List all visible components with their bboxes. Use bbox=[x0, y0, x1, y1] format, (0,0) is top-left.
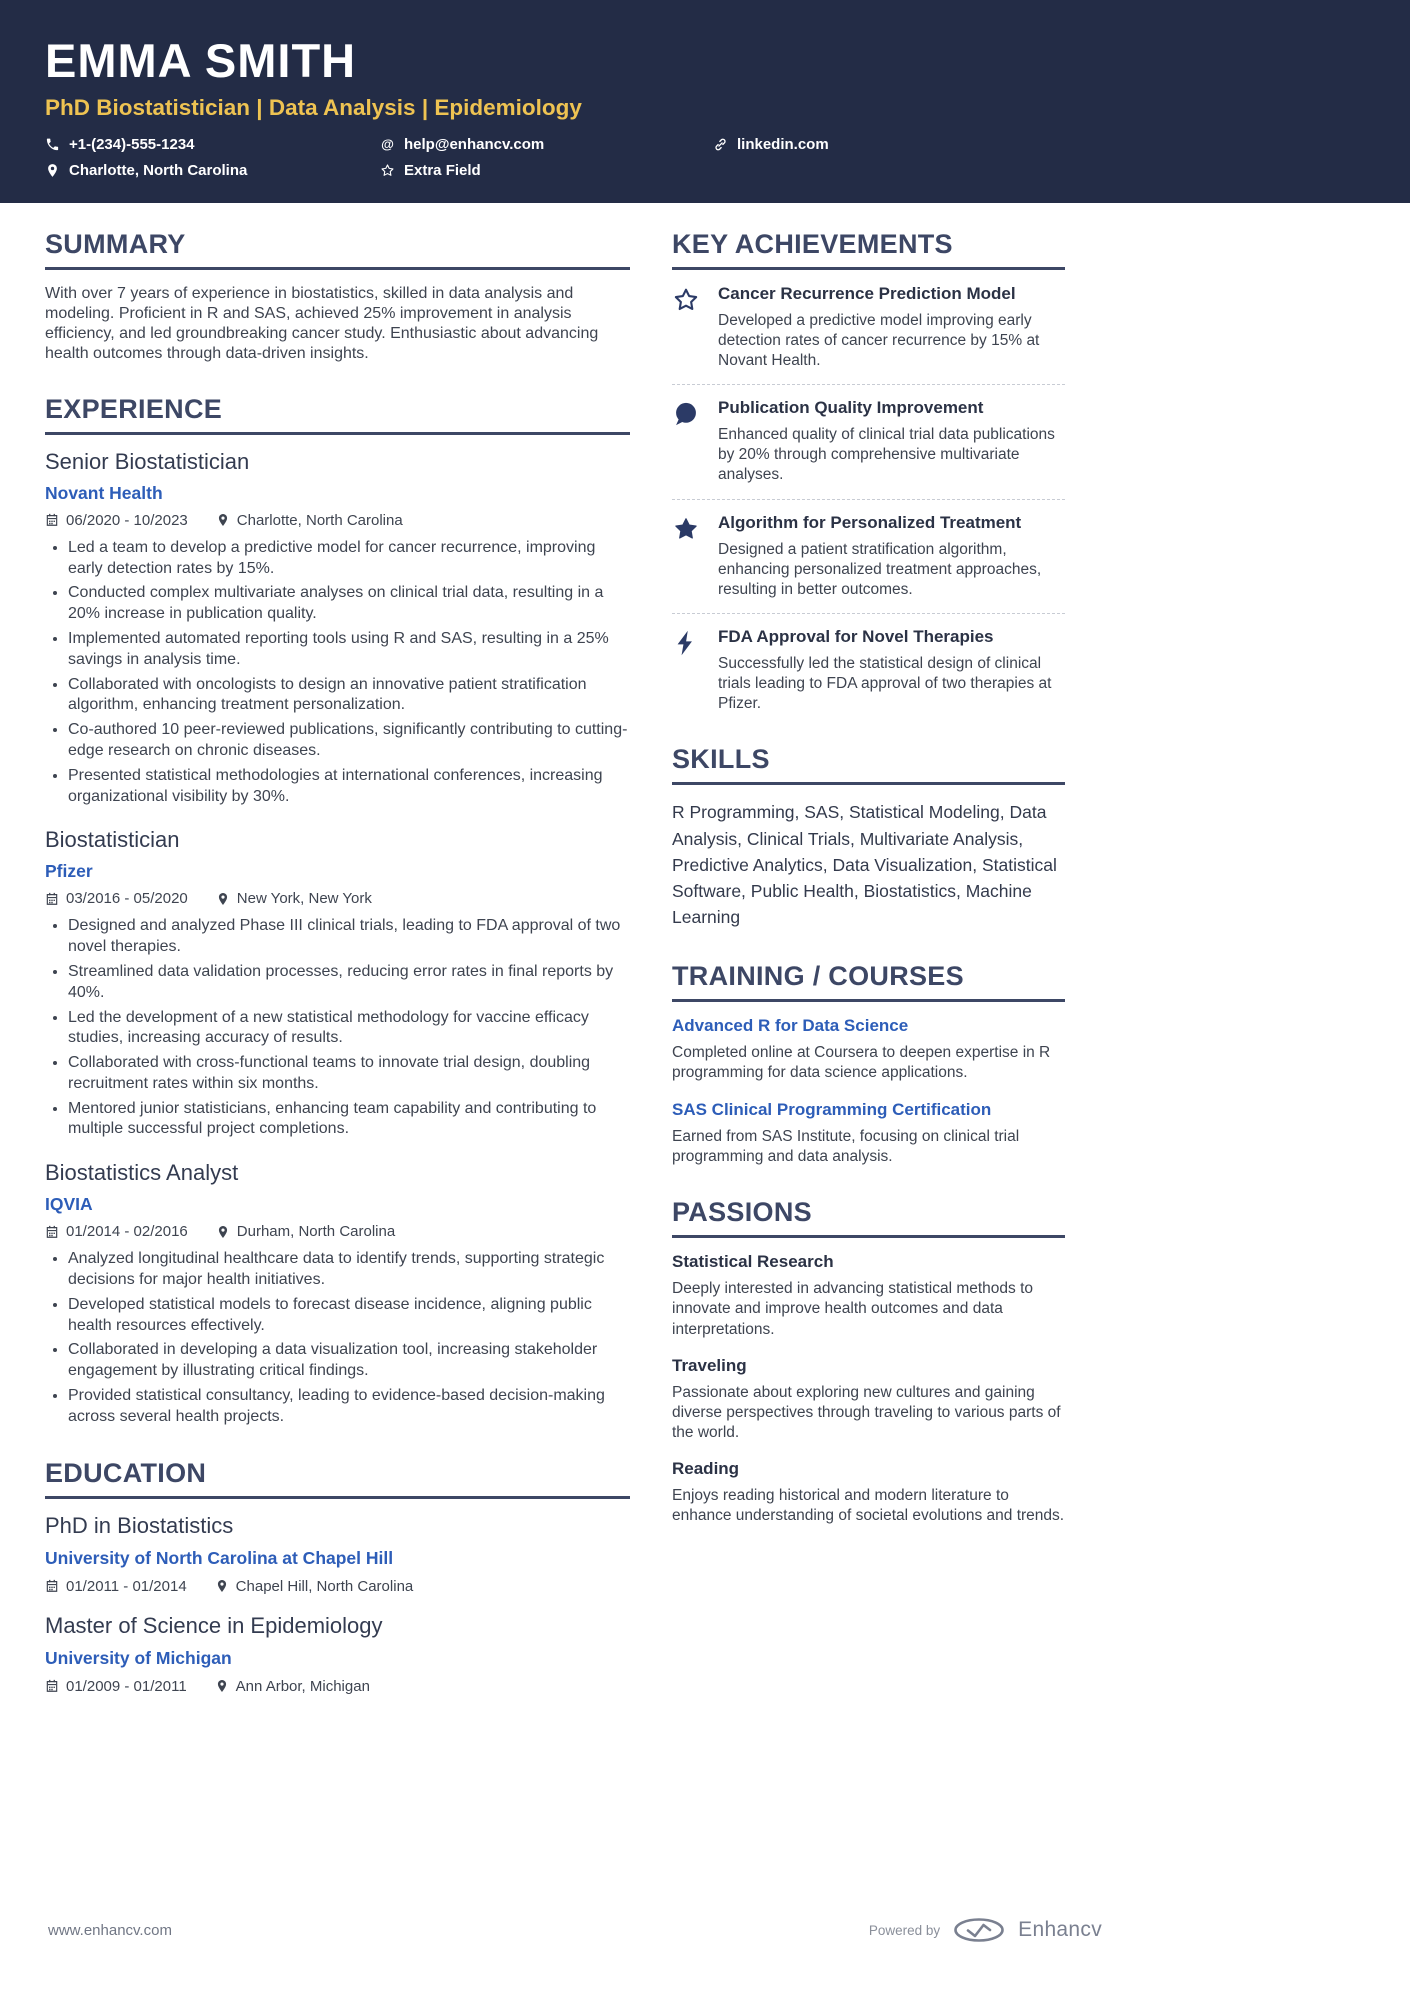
bullet-item: • Led a team to develop a predictive model for cancer recurrence, improving early detection rates by 15%. bbox=[68, 538, 630, 580]
achievement-text: Designed a patient stratification algorithm, enhancing personalized treatment approaches, resulting in better outcomes. bbox=[718, 540, 1042, 598]
experience-heading: EXPERIENCE bbox=[45, 394, 630, 435]
location-text: Ann Arbor, Michigan bbox=[235, 1677, 370, 1695]
company-name: IQVIA bbox=[45, 1194, 93, 1215]
company-name: Pfizer bbox=[45, 861, 93, 882]
achievement-body bbox=[718, 513, 1065, 600]
course-entry bbox=[672, 1100, 1065, 1167]
contact-linkedin[interactable] bbox=[713, 136, 1362, 153]
achievement-body bbox=[718, 398, 1065, 485]
job-bullets bbox=[45, 538, 630, 808]
bullet-item: • Analyzed longitudinal healthcare data to identify trends, supporting strategic decisions for major health initiatives. bbox=[68, 1249, 630, 1291]
location-icon bbox=[216, 892, 230, 906]
powered-by bbox=[869, 1917, 1102, 1943]
date-text: 01/2009 - 01/2011 bbox=[66, 1677, 187, 1695]
bullet-item: • Developed statistical models to forecast disease incidence, aligning public health resources effectively. bbox=[68, 1295, 630, 1337]
passion-entry bbox=[672, 1356, 1065, 1443]
passion-entry bbox=[672, 1459, 1065, 1526]
date-range bbox=[45, 890, 188, 907]
enhancv-logo-icon bbox=[951, 1917, 1007, 1943]
phone-icon bbox=[45, 137, 60, 152]
contact-extra-field bbox=[380, 162, 713, 179]
location-icon bbox=[216, 513, 230, 527]
location-icon bbox=[215, 1579, 229, 1593]
location-text: Chapel Hill, North Carolina bbox=[235, 1577, 414, 1595]
degree-entry bbox=[45, 1513, 630, 1595]
degree-location bbox=[215, 1678, 370, 1695]
lightning-bolt-icon bbox=[672, 629, 700, 657]
summary-section bbox=[45, 229, 630, 364]
bullet-item: • Led the development of a new statistical methodology for vaccine efficacy studies, increasing accuracy of results. bbox=[68, 1008, 630, 1050]
job-title: Senior Biostatistician bbox=[45, 448, 250, 474]
passion-entry bbox=[672, 1252, 1065, 1339]
date-range bbox=[45, 1223, 188, 1240]
job-location bbox=[216, 890, 372, 907]
brand-name: Enhancv bbox=[1018, 1918, 1102, 1941]
location-text: Charlotte, North Carolina bbox=[236, 511, 403, 529]
degree-title: Master of Science in Epidemiology bbox=[45, 1612, 383, 1638]
speech-bubble-icon bbox=[672, 400, 700, 428]
degree-entry bbox=[45, 1613, 630, 1695]
bullet-item: • Implemented automated reporting tools using R and SAS, resulting in a 25% savings in analysis time. bbox=[68, 629, 630, 671]
achievement-text: Developed a predictive model improving early detection rates of cancer recurrence by 15% at Novant Health. bbox=[718, 311, 1040, 370]
date-text: 06/2020 - 10/2023 bbox=[66, 511, 188, 529]
job-bullets bbox=[45, 1249, 630, 1427]
phone-text: +1-(234)-555-1234 bbox=[69, 135, 195, 153]
right-column bbox=[672, 229, 1065, 1725]
job-entry bbox=[45, 1160, 630, 1427]
contact-info bbox=[45, 136, 1362, 179]
bullet-item: • Streamlined data validation processes, reducing error rates in final reports by 40%. bbox=[68, 962, 630, 1004]
skills-section bbox=[672, 744, 1065, 930]
website-link[interactable]: www.enhancv.com bbox=[48, 1921, 172, 1939]
degree-meta bbox=[45, 1678, 630, 1695]
bullet-item: • Collaborated with cross-functional teams to innovate trial design, doubling recruitment rates within six months. bbox=[68, 1053, 630, 1095]
passion-text: Deeply interested in advancing statistical methods to innovate and improve health outcomes and data interpretations. bbox=[672, 1280, 1034, 1338]
calendar-icon bbox=[45, 1225, 59, 1239]
job-bullets bbox=[45, 916, 630, 1140]
school-name: University of Michigan bbox=[45, 1647, 232, 1668]
passions-heading: PASSIONS bbox=[672, 1197, 1065, 1238]
calendar-icon bbox=[45, 892, 59, 906]
job-entry bbox=[45, 827, 630, 1140]
skills-list: R Programming, SAS, Statistical Modeling, Data Analysis, Clinical Trials, Multivariate Analysis, Predictive Analytics, Data Visualization, Statistical Software, Public Health, Biostatistics, Machine Learning bbox=[672, 802, 1057, 928]
link-icon bbox=[713, 137, 728, 152]
achievement-item bbox=[672, 513, 1065, 600]
passion-text: Passionate about exploring new cultures and gaining diverse perspectives through traveling to various parts of the world. bbox=[672, 1383, 1061, 1441]
date-text: 01/2014 - 02/2016 bbox=[66, 1223, 188, 1241]
achievement-item bbox=[672, 284, 1065, 371]
achievement-text: Successfully led the statistical design of clinical trials leading to FDA approval of two therapies at Pfizer. bbox=[718, 655, 1052, 713]
bullet-item: • Collaborated with oncologists to design an innovative patient stratification algorithm, enhancing treatment personalization. bbox=[68, 675, 630, 717]
passions-section bbox=[672, 1197, 1065, 1526]
powered-by-label: Powered by bbox=[868, 1922, 941, 1938]
achievement-body bbox=[718, 284, 1065, 371]
skills-heading: SKILLS bbox=[672, 744, 1065, 785]
calendar-icon bbox=[45, 1579, 59, 1593]
job-title: Biostatistics Analyst bbox=[45, 1160, 239, 1186]
passion-title: Traveling bbox=[672, 1355, 747, 1375]
job-location bbox=[216, 512, 403, 529]
course-entry bbox=[672, 1016, 1065, 1083]
degree-title: PhD in Biostatistics bbox=[45, 1512, 234, 1538]
date-text: 03/2016 - 05/2020 bbox=[66, 890, 188, 908]
degree-location bbox=[215, 1578, 414, 1595]
left-column bbox=[45, 229, 630, 1725]
page-footer bbox=[0, 1917, 1410, 1943]
achievement-text: Enhanced quality of clinical trial data publications by 20% through comprehensive multivariate analyses. bbox=[718, 426, 1055, 484]
achievement-title: Algorithm for Personalized Treatment bbox=[718, 512, 1022, 532]
location-icon bbox=[216, 1225, 230, 1239]
degree-meta bbox=[45, 1578, 630, 1595]
extra-field-text: Extra Field bbox=[404, 161, 481, 179]
course-text: Completed online at Coursera to deepen expertise in R programming for data science applications. bbox=[672, 1043, 1051, 1081]
achievement-item bbox=[672, 398, 1065, 485]
contact-phone[interactable] bbox=[45, 136, 380, 153]
job-meta bbox=[45, 890, 630, 907]
date-range bbox=[45, 1678, 187, 1695]
resume-header bbox=[0, 0, 1410, 203]
school-name: University of North Carolina at Chapel Hill bbox=[45, 1547, 394, 1568]
job-entry bbox=[45, 449, 630, 808]
achievement-title: FDA Approval for Novel Therapies bbox=[718, 627, 994, 647]
summary-heading: SUMMARY bbox=[45, 229, 630, 270]
bullet-item: • Presented statistical methodologies at international conferences, increasing organizational visibility by 30%. bbox=[68, 766, 630, 808]
bullet-item: • Conducted complex multivariate analyses on clinical trial data, resulting in a 20% increase in publication quality. bbox=[68, 583, 630, 625]
star-badge-icon bbox=[672, 286, 700, 314]
company-name: Novant Health bbox=[45, 482, 163, 503]
training-heading: TRAINING / COURSES bbox=[672, 961, 1065, 1002]
experience-section bbox=[45, 394, 630, 1428]
contact-email[interactable] bbox=[380, 136, 713, 153]
training-section bbox=[672, 961, 1065, 1168]
dashed-divider bbox=[672, 499, 1065, 500]
achievement-title: Publication Quality Improvement bbox=[718, 398, 984, 418]
calendar-icon bbox=[45, 1679, 59, 1693]
job-meta bbox=[45, 1223, 630, 1240]
star-icon bbox=[380, 163, 395, 178]
key-achievements-heading: KEY ACHIEVEMENTS bbox=[672, 229, 1065, 270]
linkedin-text: linkedin.com bbox=[737, 135, 829, 153]
bullet-item: • Designed and analyzed Phase III clinical trials, leading to FDA approval of two novel therapies. bbox=[68, 916, 630, 958]
dashed-divider bbox=[672, 384, 1065, 385]
calendar-icon bbox=[45, 513, 59, 527]
at-icon bbox=[380, 137, 395, 152]
job-meta bbox=[45, 512, 630, 529]
date-text: 01/2011 - 01/2014 bbox=[66, 1577, 187, 1595]
education-heading: EDUCATION bbox=[45, 1458, 630, 1499]
education-section bbox=[45, 1458, 630, 1695]
dashed-divider bbox=[672, 613, 1065, 614]
location-text: New York, New York bbox=[236, 890, 372, 908]
location-icon bbox=[215, 1679, 229, 1693]
bullet-item: • Collaborated in developing a data visualization tool, increasing stakeholder engagement by illustrating critical findings. bbox=[68, 1340, 630, 1382]
achievement-title: Cancer Recurrence Prediction Model bbox=[718, 283, 1016, 303]
summary-text: With over 7 years of experience in biostatistics, skilled in data analysis and modeling. Proficient in R and SAS, achieved 25% improvement in analysis efficiency, and led groundbreaking cancer study. Enthusiastic about advancing health outcomes through data-driven insights. bbox=[45, 284, 599, 362]
course-title: Advanced R for Data Science bbox=[672, 1015, 909, 1035]
job-location bbox=[216, 1223, 395, 1240]
candidate-name: EMMA SMITH bbox=[45, 34, 357, 87]
passion-title: Reading bbox=[672, 1459, 740, 1479]
key-achievements-section bbox=[672, 229, 1065, 715]
passion-title: Statistical Research bbox=[672, 1252, 834, 1272]
course-title: SAS Clinical Programming Certification bbox=[672, 1099, 992, 1119]
star-filled-icon bbox=[672, 515, 700, 543]
location-icon bbox=[45, 163, 60, 178]
content-area bbox=[0, 203, 1410, 1725]
job-title: Biostatistician bbox=[45, 827, 180, 853]
date-range bbox=[45, 512, 188, 529]
location-text: Durham, North Carolina bbox=[236, 1223, 396, 1241]
achievement-body bbox=[718, 627, 1065, 714]
achievement-item bbox=[672, 627, 1065, 714]
candidate-title: PhD Biostatistician | Data Analysis | Epidemiology bbox=[45, 94, 582, 120]
location-text: Charlotte, North Carolina bbox=[69, 161, 248, 179]
bullet-item: • Mentored junior statisticians, enhancing team capability and contributing to multiple successful project completions. bbox=[68, 1099, 630, 1141]
passion-text: Enjoys reading historical and modern literature to enhance understanding of societal evolutions and trends. bbox=[672, 1487, 1065, 1525]
email-text: help@enhancv.com bbox=[404, 135, 545, 153]
date-range bbox=[45, 1578, 187, 1595]
bullet-item: • Co-authored 10 peer-reviewed publications, significantly contributing to cutting-edge research on chronic diseases. bbox=[68, 720, 630, 762]
course-text: Earned from SAS Institute, focusing on clinical trial programming and data analysis. bbox=[672, 1127, 1020, 1166]
contact-location bbox=[45, 162, 380, 179]
bullet-item: • Provided statistical consultancy, leading to evidence-based decision-making across several health projects. bbox=[68, 1386, 630, 1428]
